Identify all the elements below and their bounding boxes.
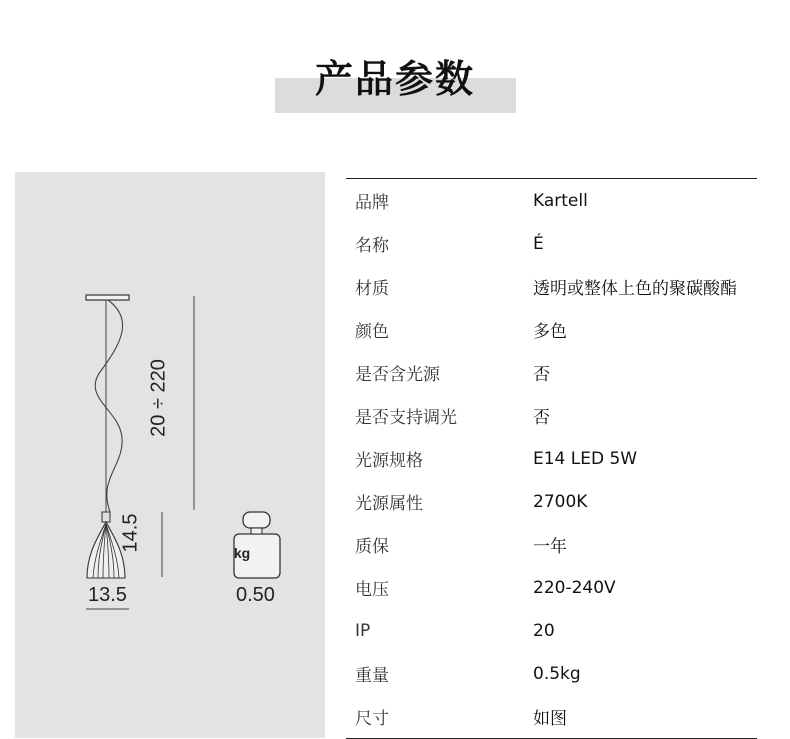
ceiling-canopy [86, 295, 129, 300]
spec-value: 多色 [533, 322, 567, 342]
spec-label: IP [355, 620, 371, 641]
spec-value: 0.5kg [533, 663, 581, 684]
spec-label: 是否支持调光 [355, 408, 457, 428]
lamp-socket [102, 512, 110, 522]
spec-label: 名称 [355, 236, 389, 256]
spec-row-brand [346, 179, 757, 222]
spec-value: 如图 [533, 709, 567, 729]
spec-label: 电压 [355, 580, 389, 600]
spec-value: Kartell [533, 190, 588, 211]
spec-row-material [346, 265, 757, 308]
spec-label: 是否含光源 [355, 365, 440, 385]
spec-value: 20 [533, 620, 555, 641]
spec-value: 220-240V [533, 577, 616, 598]
spec-label: 材质 [355, 279, 389, 299]
spec-row-ip [346, 609, 757, 652]
weight-icon-label: kg [233, 545, 251, 561]
spec-label: 尺寸 [355, 709, 389, 729]
page-title: 产品参数 [314, 57, 475, 101]
spec-row-size [346, 695, 757, 738]
spec-value: 一年 [533, 537, 567, 557]
spec-row-warranty [346, 523, 757, 566]
weight-label: 0.50 [236, 584, 275, 606]
spec-row-light-source-spec [346, 437, 757, 480]
diameter-label: 13.5 [88, 584, 127, 606]
spec-value: 2700K [533, 491, 588, 512]
spec-row-light-source-included [346, 351, 757, 394]
spec-label: 质保 [355, 537, 389, 557]
power-cord [95, 300, 122, 512]
spec-value: É [533, 233, 544, 254]
spec-row-voltage [346, 566, 757, 609]
spec-row-weight [346, 652, 757, 695]
spec-value: 否 [533, 365, 550, 385]
spec-label: 光源规格 [355, 451, 423, 471]
spec-label: 光源属性 [355, 494, 423, 514]
spec-value: 否 [533, 408, 550, 428]
spec-label: 重量 [355, 666, 389, 686]
spec-label: 品牌 [355, 193, 389, 213]
spec-row-dimmable [346, 394, 757, 437]
spec-row-color [346, 308, 757, 351]
spec-label: 颜色 [355, 322, 389, 342]
spec-table [346, 178, 757, 739]
spec-value: 透明或整体上色的聚碳酸酯 [533, 279, 737, 299]
spec-row-name [346, 222, 757, 265]
spec-row-light-source-property [346, 480, 757, 523]
spec-value: E14 LED 5W [533, 448, 638, 469]
